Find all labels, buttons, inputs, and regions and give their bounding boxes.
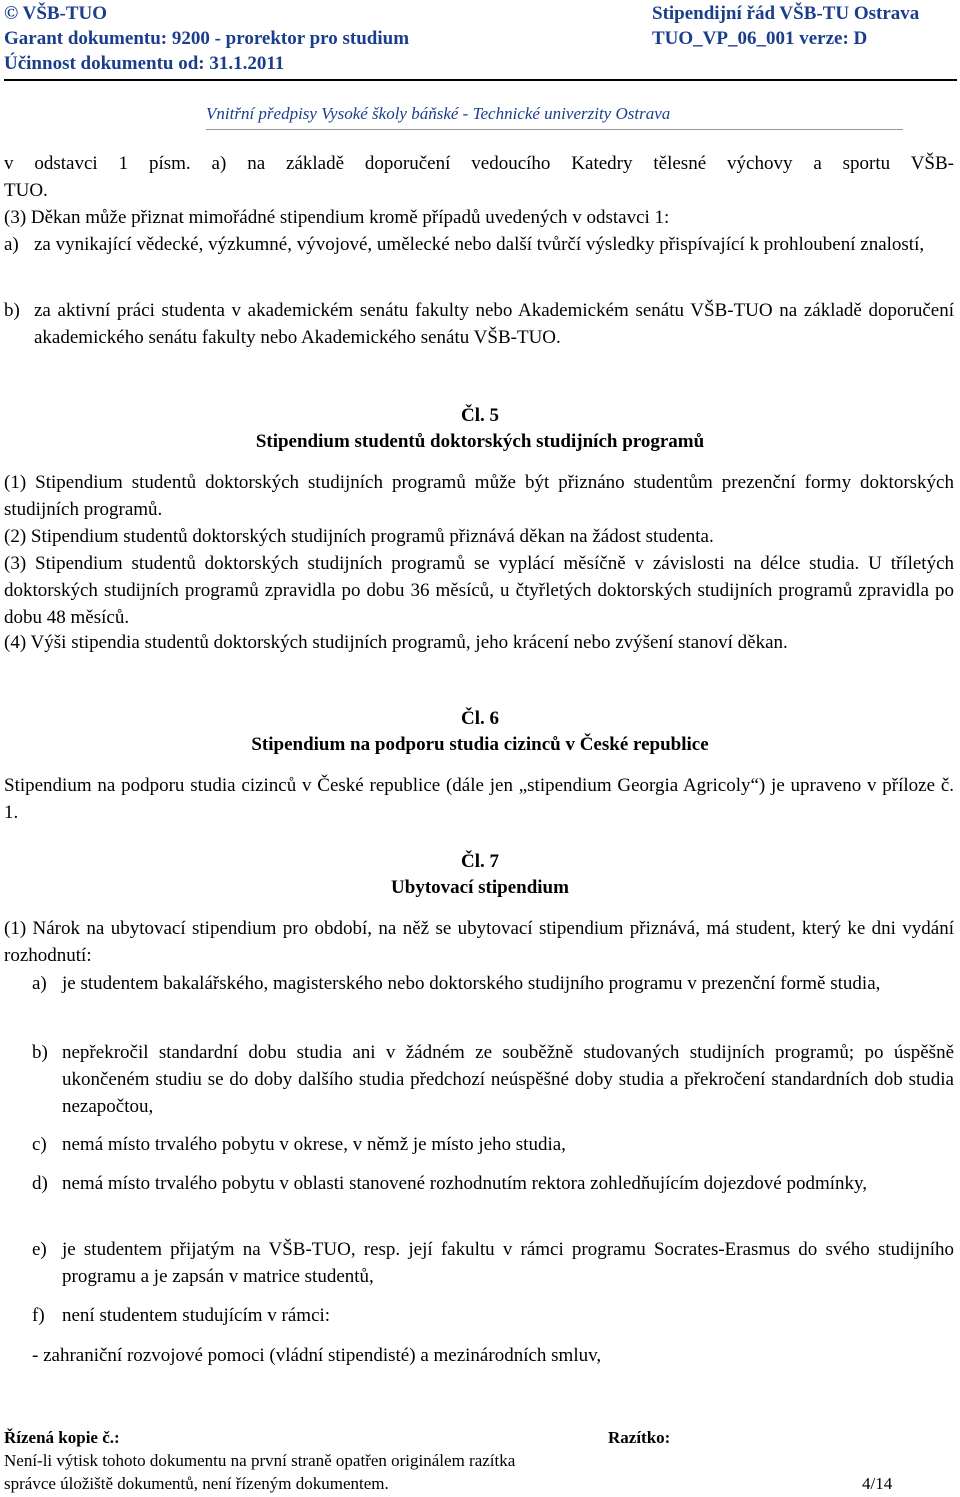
continuation-line-1: v odstavci 1 písm. a) na základě doporučení vedoucího Katedry tělesné výchovy a sportu VŠB-	[4, 153, 954, 174]
effective-date-text: Účinnost dokumentu od: 31.1.2011	[4, 53, 285, 74]
article-7-item-c: nemá místo trvalého pobytu v okrese, v němž je místo jeho studia,	[62, 1134, 566, 1155]
continuation-line-2: TUO.	[4, 180, 48, 201]
article-7-item-d: nemá místo trvalého pobytu v oblasti stanovené rozhodnutím rektora zohledňujícím dojezdové podmínky,	[62, 1173, 868, 1194]
regulations-subtitle: Vnitřní předpisy Vysoké školy báňské - Technické univerzity Ostrava	[206, 104, 671, 123]
article-6-number: Čl. 6	[461, 708, 499, 729]
article-6-text: Stipendium na podporu studia cizinců v České republice (dále jen „stipendium Georgia Agricoly“) je upraveno v příloze č. 1.	[4, 775, 954, 823]
article-7-item-b-label: b)	[32, 1042, 48, 1063]
article-7-dash-item: - zahraniční rozvojové pomoci (vládní stipendisté) a mezinárodních smluv,	[32, 1345, 602, 1366]
article-5-number: Čl. 5	[461, 405, 499, 426]
article-5-para-3: (3) Stipendium studentů doktorských studijních programů se vyplácí měsíčně v závislosti na délce studia. U tříletých doktorských studijních programů zpravidla po dobu 36 měsíců, u čtyřletých doktorských studijních programů zpravidla po dobu 48 měsíců.	[4, 553, 954, 628]
para-3-item-b: za aktivní práci studenta v akademickém senátu fakulty nebo Akademickém senátu VŠB-TUO na základě doporučení akademického senátu fakulty nebo Akademického senátu VŠB-TUO.	[34, 300, 954, 348]
footer-note-line-1: Není-li výtisk tohoto dokumentu na první straně opatřen originálem razítka	[4, 1451, 516, 1470]
article-5-para-2: (2) Stipendium studentů doktorských studijních programů přiznává děkan na žádost studenta.	[4, 526, 714, 547]
para-3-item-b-label: b)	[4, 300, 20, 321]
article-7-item-c-label: c)	[32, 1134, 47, 1155]
article-7-number: Čl. 7	[461, 851, 499, 872]
article-7-item-d-label: d)	[32, 1173, 48, 1194]
article-7-item-e-label: e)	[32, 1239, 47, 1260]
footer-note-line-2: správce úložiště dokumentů, není řízeným dokumentem.	[4, 1474, 389, 1493]
controlled-copy-label: Řízená kopie č.:	[4, 1428, 120, 1447]
article-7-item-e: je studentem přijatým na VŠB-TUO, resp. její fakultu v rámci programu Socrates-Erasmus do svého studijního programu a je zapsán v matrice studentů,	[62, 1239, 954, 1287]
article-5-title: Stipendium studentů doktorských studijních programů	[255, 431, 705, 452]
article-5-para-1: (1) Stipendium studentů doktorských studijních programů může být přiznáno studentům prezenční formy doktorských studijních programů.	[4, 472, 954, 520]
guarantor-text: Garant dokumentu: 9200 - prorektor pro studium	[4, 28, 410, 49]
para-3-item-a: za vynikající vědecké, výzkumné, vývojové, umělecké nebo další tvůrčí výsledky přispívající k prohloubení znalostí,	[34, 234, 925, 255]
article-6-title: Stipendium na podporu studia cizinců v České republice	[251, 734, 709, 755]
para-3-item-a-label: a)	[4, 234, 19, 255]
header-divider	[4, 79, 957, 81]
article-7-item-f: není studentem studujícím v rámci:	[62, 1305, 331, 1326]
para-3-intro: (3) Děkan může přiznat mimořádné stipendium kromě případů uvedených v odstavci 1:	[4, 207, 670, 228]
article-5-para-4: (4) Výši stipendia studentů doktorských studijních programů, jeho krácení nebo zvýšení stanoví děkan.	[4, 632, 788, 653]
article-7-item-b: nepřekročil standardní dobu studia ani v žádném ze souběžně studovaných studijních programů; po úspěšně ukončeném studiu se do doby dalšího studia předchozí neúspěšné doby studia a překročení standardních dob studia nezapočtou,	[62, 1042, 954, 1117]
article-7-item-a-label: a)	[32, 973, 47, 994]
article-7-item-f-label: f)	[32, 1305, 45, 1326]
document-title: Stipendijní řád VŠB-TU Ostrava	[652, 3, 920, 24]
article-7-para-1: (1) Nárok na ubytovací stipendium pro období, na něž se ubytovací stipendium přiznává, má student, který ke dni vydání rozhodnutí:	[4, 918, 954, 966]
subtitle-divider	[206, 129, 903, 130]
stamp-label: Razítko:	[608, 1428, 671, 1447]
article-7-title: Ubytovací stipendium	[391, 877, 569, 898]
copyright-text: © VŠB-TUO	[4, 3, 108, 24]
document-code: TUO_VP_06_001 verze: D	[652, 28, 868, 49]
article-7-item-a: je studentem bakalářského, magisterského nebo doktorského studijního programu v prezenční formě studia,	[62, 973, 881, 994]
page-number: 4/14	[862, 1474, 893, 1493]
